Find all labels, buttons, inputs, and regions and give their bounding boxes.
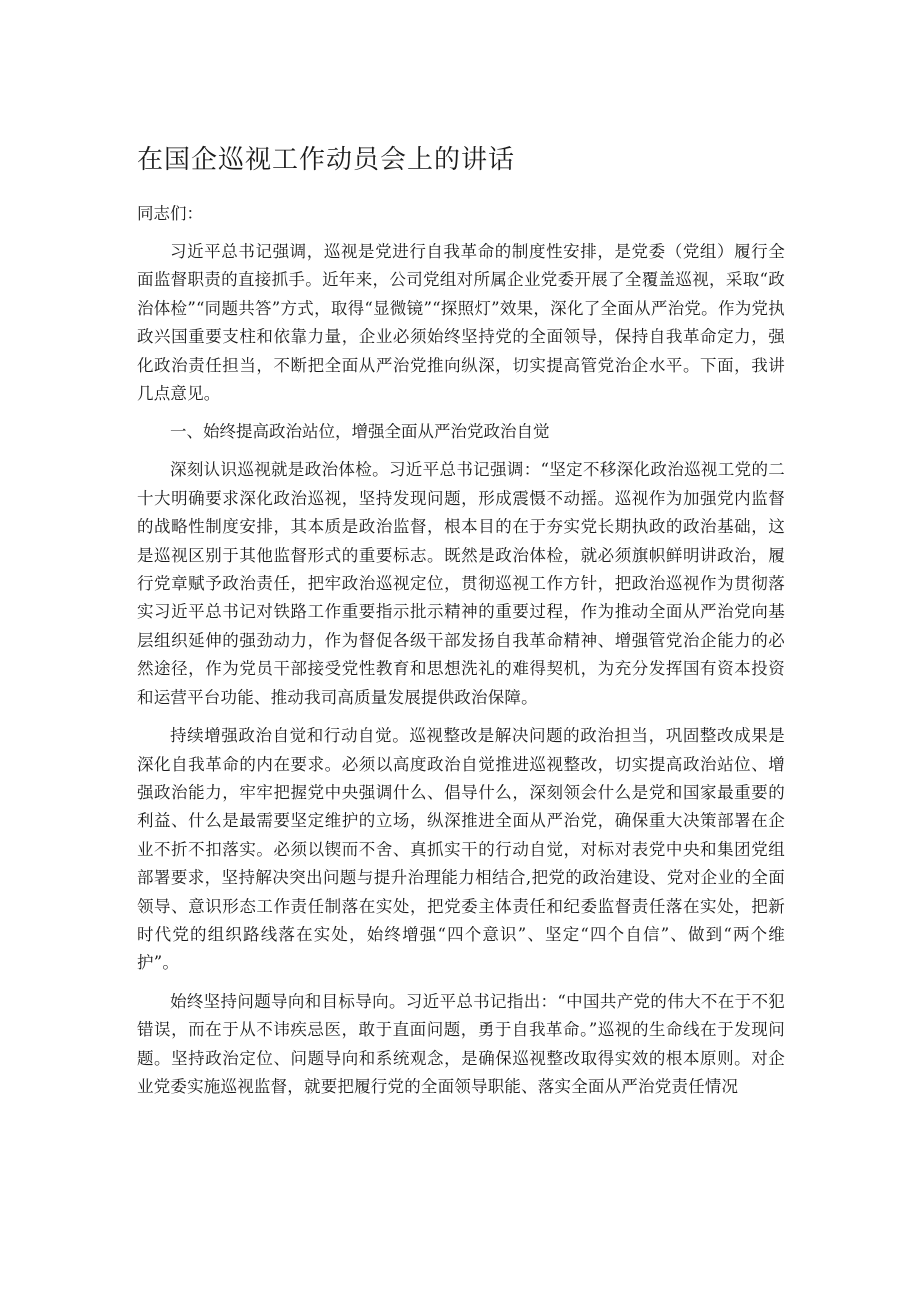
salutation: 同志们： (137, 204, 203, 223)
section-heading-1: 一、始终提高政治站位，增强全面从严治党政治自觉 (170, 422, 550, 442)
document-body (137, 200, 785, 1111)
document-title: 在国企巡视工作动员会上的讲话 (137, 145, 516, 175)
paragraph-intro: 习近平总书记强调，巡视是党进行自我革命的制度性安排，是党委（党组）履行全面监督职责的直接抓手。近年来，公司党组对所属企业党委开展了全覆盖巡视，采取“政治体检”“同题共答”方式，取得“显微镜”“探照灯”效果，深化了全面从严治党。作为党执政兴国重要支柱和依靠力量，企业必须始终坚持党的全面领导，保持自我革命定力，强化政治责任担当，不断把全面从严治党推向纵深，切实提高管党治企水平。下面，我讲几点意见。 (137, 242, 785, 404)
paragraph-political-checkup: 深刻认识巡视就是政治体检。习近平总书记强调：“坚定不移深化政治巡视工党的二十大明确要求深化政治巡视，坚持发现问题，形成震慑不动摇。巡视作为加强党内监督的战略性制度安排，其本质是政治监督，根本目的在于夯实党长期执政的政治基础，这是巡视区别于其他监督形式的重要标志。既然是政治体检，就必须旗帜鲜明讲政治，履行党章赋予政治责任，把牢政治巡视定位，贯彻巡视工作方针，把政治巡视作为贯彻落实习近平总书记对铁路工作重要指示批示精神的重要过程，作为推动全面从严治党向基层组织延伸的强劲动力，作为督促各级干部发扬自我革命精神、增强管党治企能力的必然途径，作为党员干部接受党性教育和思想洗礼的难得契机，为充分发挥国有资本投资和运营平台功能、推动我司高质量发展提供政治保障。 (137, 460, 785, 707)
paragraph-political-consciousness: 持续增强政治自觉和行动自觉。巡视整改是解决问题的政治担当，巩固整改成果是深化自我革命的内在要求。必须以高度政治自觉推进巡视整改，切实提高政治站位、增强政治能力，牢牢把握党中央强调什么、倡导什么，深刻领会什么是党和国家最重要的利益、什么是最需要坚定维护的立场，纵深推进全面从严治党，确保重大决策部署在企业不折不扣落实。必须以锲而不舍、真抓实干的行动自觉，对标对表党中央和集团党组部署要求，坚持解决突出问题与提升治理能力相结合,把党的政治建设、党对企业的全面领导、意识形态工作责任制落在实处，把党委主体责任和纪委监督责任落在实处，把新时代党的组织路线落在实处，始终增强“四个意识”、坚定“四个自信”、做到“两个维护”。 (137, 726, 785, 973)
paragraph-problem-orientation: 始终坚持问题导向和目标导向。习近平总书记指出：“中国共产党的伟大不在于不犯错误，而在于从不讳疾忌医，敢于直面问题，勇于自我革命。”巡视的生命线在于发现问题。坚持政治定位、问题导向和系统观念，是确保巡视整改取得实效的根本原则。对企业党委实施巡视监督，就要把履行党的全面领导职能、落实全面从严治党责任情况 (137, 991, 785, 1096)
